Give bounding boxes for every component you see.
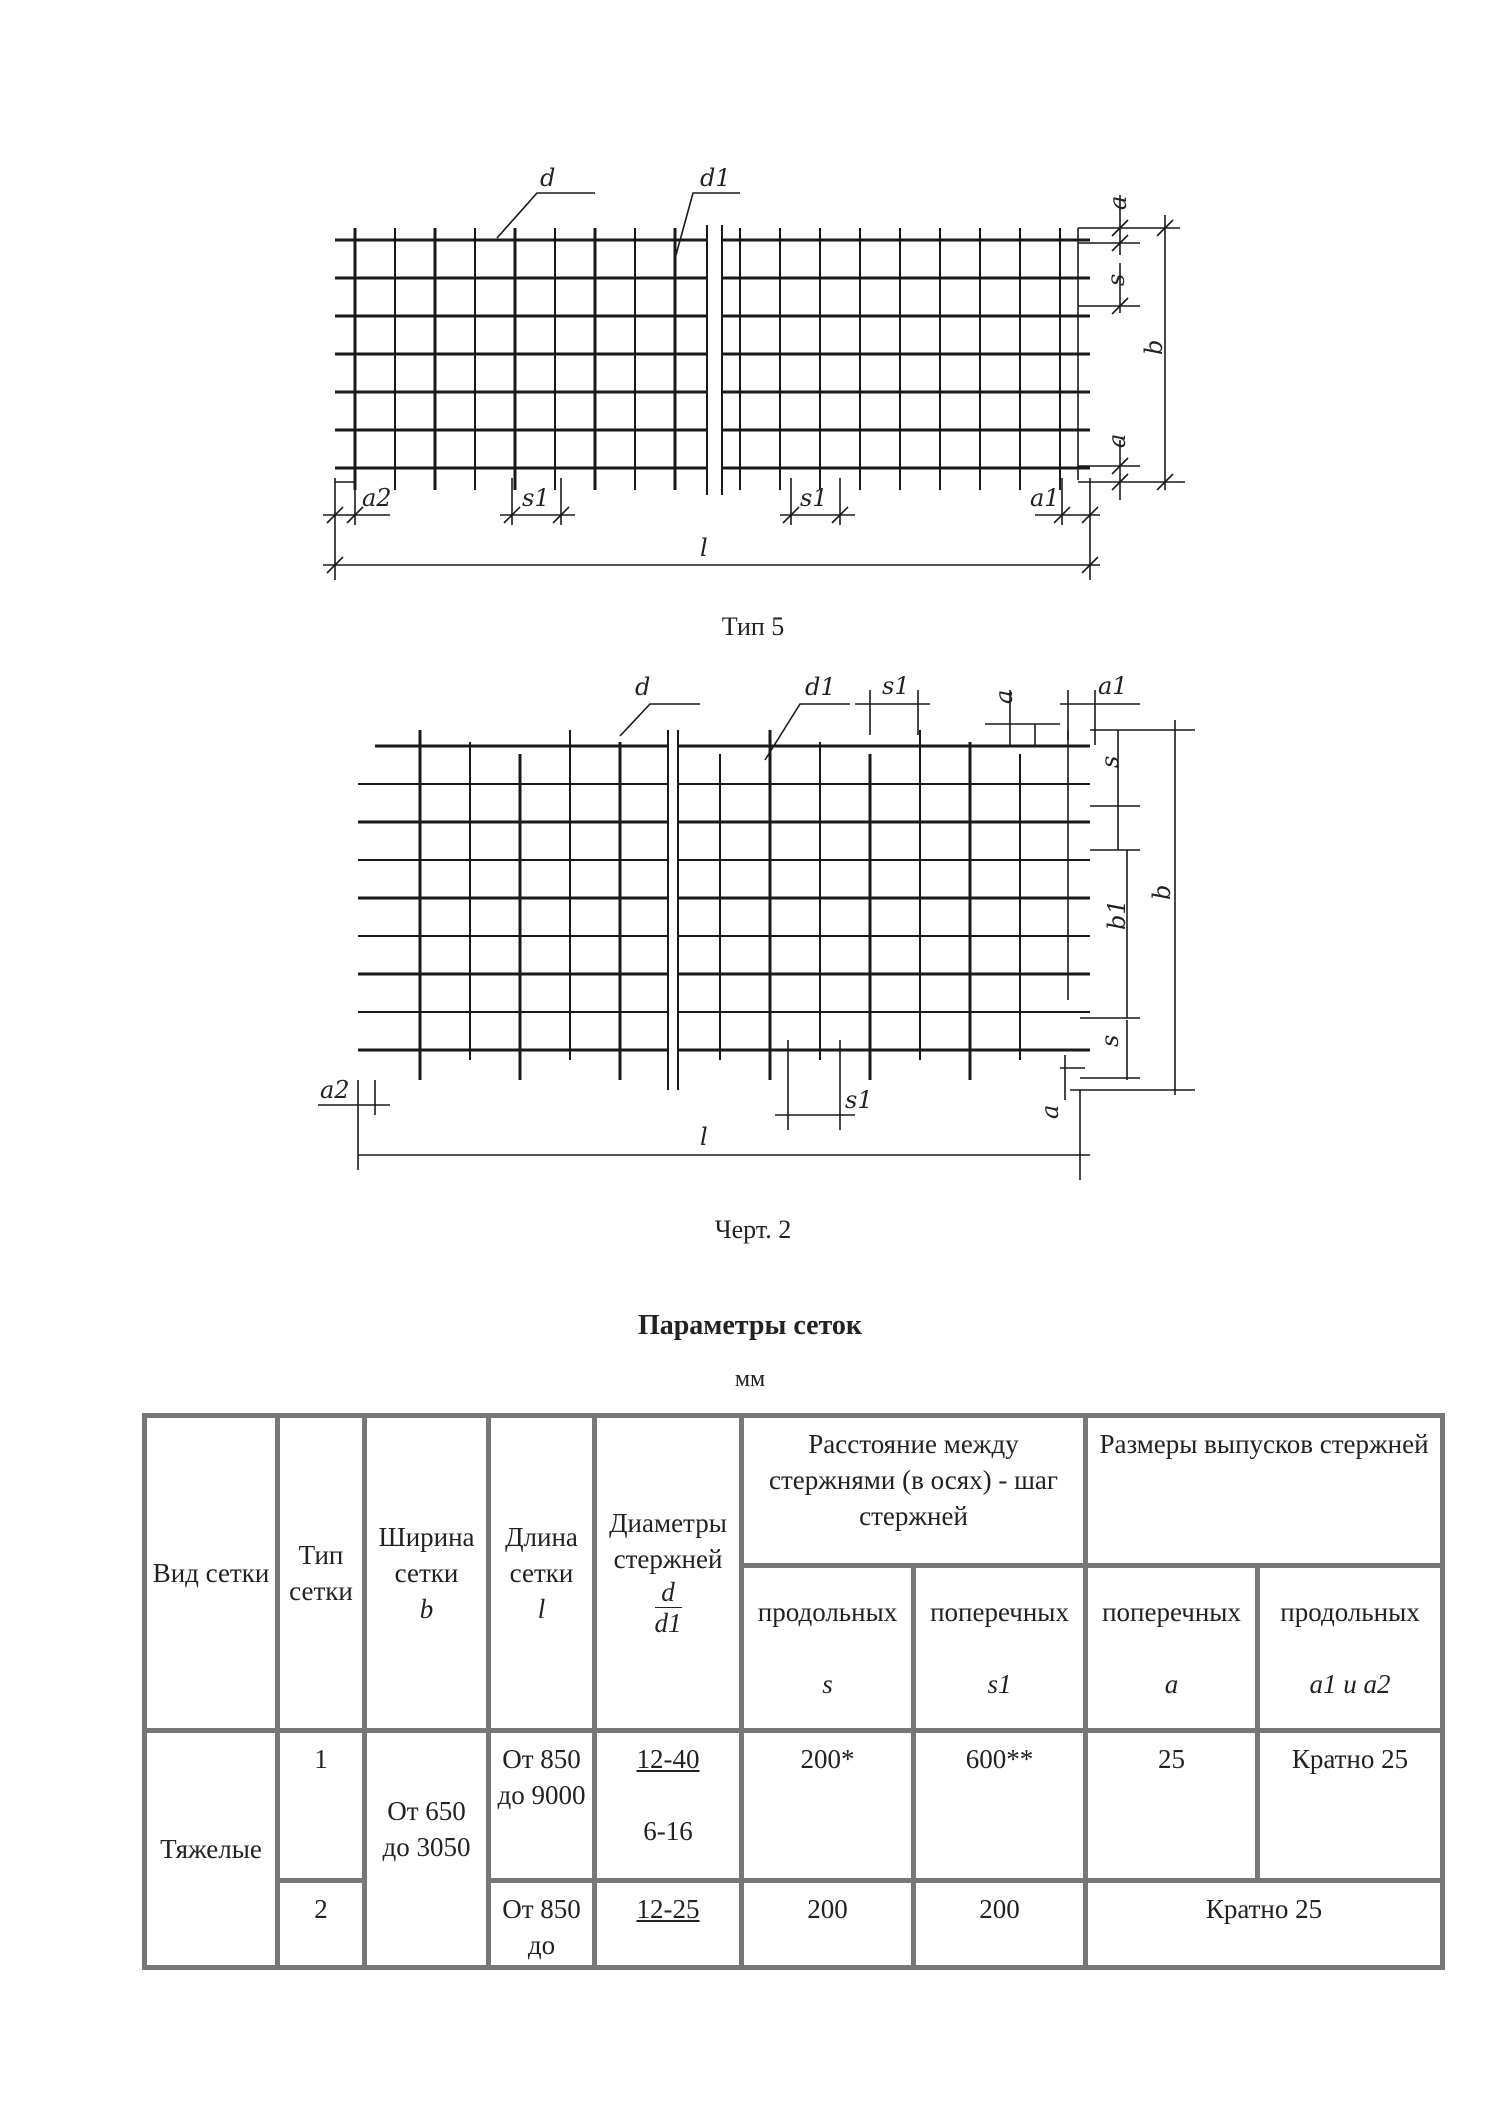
label-a-bottom: a [1036,1104,1064,1119]
label-a-bottom: a [1103,433,1131,448]
header-spacing-trans-symbol: s1 [987,1669,1012,1699]
label-s-bottom: s [1096,1034,1124,1047]
fraction-denominator: d1 [654,1608,682,1638]
dimension-lines [323,193,1185,580]
header-outlets-group: Размеры выпусков стержней [1086,1416,1443,1566]
table-row [145,1881,1443,1968]
label-l: l [700,534,708,562]
header-diameters-text: Диаметры стержней [609,1508,727,1574]
cell-length: От 850 до [489,1881,595,1968]
header-spacing-long-text: продольных [757,1597,898,1627]
drawing-type-5 [0,0,1500,620]
cell-s: 200 [742,1881,914,1968]
label-s-top: s [1096,755,1124,768]
cell-s1: 600** [914,1731,1086,1881]
cell-length: От 850 до 9000 [489,1731,595,1881]
label-s1-top: s1 [882,672,910,700]
fraction-numerator: d [655,1577,682,1608]
cell-diameters [595,1881,742,1968]
cell-type: 2 [278,1881,365,1968]
cell-width: От 650 до 3050 [365,1731,489,1968]
label-a-top: a [1104,195,1132,210]
table-row [145,1731,1443,1881]
header-width-symbol: b [419,1594,434,1624]
label-d1: d1 [700,164,731,192]
header-width [365,1416,489,1731]
caption-fig-2: Черт. 2 [714,1215,792,1244]
header-spacing-long-symbol: s [822,1669,833,1699]
label-b1: b1 [1103,899,1131,930]
header-length-symbol: l [537,1594,546,1624]
cell-kind: Тяжелые [145,1731,278,1968]
unit-label: мм [734,1366,766,1392]
cell-a1-a2: Кратно 25 [1258,1731,1443,1881]
mesh-parameters-table [142,1413,1445,1970]
label-b: b [1140,339,1168,355]
header-diameters [595,1416,742,1731]
label-d1: d1 [805,673,836,701]
label-s1-right: s1 [800,484,828,512]
table-title: Параметры сеток [637,1310,863,1341]
label-a-top: a [990,689,1018,704]
cell-type: 1 [278,1731,365,1881]
cell-d: 12-40 [636,1744,700,1774]
mesh-grid [335,225,1090,495]
label-a1: a1 [1098,672,1128,700]
header-spacing-group: Расстояние между стержнями (в осях) - шаг стержней [742,1416,1086,1566]
header-type: Тип сетки [278,1416,365,1731]
label-s1-bottom: s1 [845,1086,873,1114]
cell-outlets-merged: Кратно 25 [1086,1881,1443,1968]
cell-s: 200* [742,1731,914,1881]
header-width-text: Ширина сетки [378,1522,475,1588]
header-length-text: Длина сетки [505,1522,578,1588]
label-s1-left: s1 [522,484,550,512]
header-spacing-trans-text: поперечных [930,1597,1069,1627]
cell-a: 25 [1086,1731,1258,1881]
label-a2: a2 [362,484,392,512]
header-outlets-long-text: продольных [1280,1597,1420,1627]
label-l: l [700,1123,708,1151]
label-b: b [1148,884,1176,900]
header-diameters-fraction [655,1577,682,1638]
label-s: s [1102,273,1130,286]
cell-d1: 6-16 [643,1816,693,1846]
header-outlets-trans [1086,1566,1258,1731]
header-spacing-long [742,1566,914,1731]
label-d: d [635,673,651,701]
label-d: d [540,164,556,192]
cell-d: 12-25 [636,1894,700,1924]
header-outlets-long-symbol: a1 и a2 [1309,1669,1391,1699]
cell-diameters [595,1731,742,1881]
drawing-fig-2 [0,660,1500,1180]
label-a2: a2 [320,1076,350,1104]
header-outlets-trans-text: поперечных [1102,1597,1241,1627]
header-kind: Вид сетки [145,1416,278,1731]
cell-s1: 200 [914,1881,1086,1968]
header-outlets-long [1258,1566,1443,1731]
caption-type-5: Тип 5 [721,612,785,641]
label-a1: a1 [1030,484,1060,512]
header-outlets-trans-symbol: a [1164,1669,1179,1699]
header-spacing-trans [914,1566,1086,1731]
mesh-grid [358,730,1090,1090]
header-length [489,1416,595,1731]
